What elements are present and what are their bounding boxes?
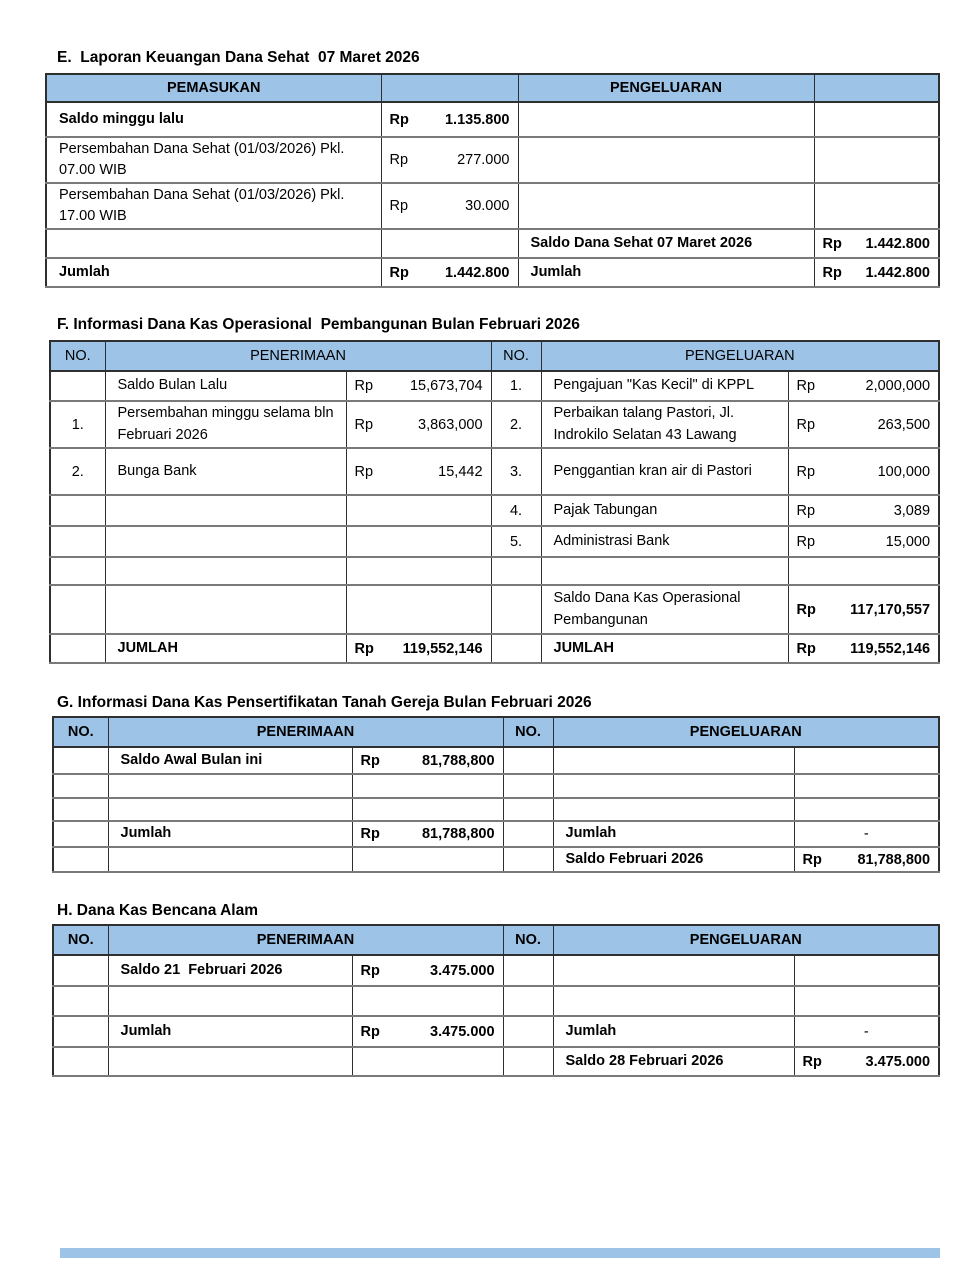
table-row [53,774,939,798]
cell-empty [491,557,541,585]
cell-amount [814,229,939,258]
cell-description: Saldo Bulan Lalu [105,371,346,401]
column-header: PENGELUARAN [518,74,814,102]
cell-empty [352,774,503,798]
cell-empty [50,557,105,585]
table-row [53,798,939,821]
currency-label: Rp [354,640,374,657]
currency-label: Rp [796,640,816,657]
cell-empty [108,774,352,798]
cell-empty [794,986,939,1016]
cell-empty [105,495,346,526]
cell-empty [105,526,346,557]
cell-empty [108,847,352,872]
amount-value: 3.475.000 [430,962,495,979]
cell-empty [50,526,105,557]
cell-empty [53,986,108,1016]
cell-description: Jumlah [553,1016,794,1047]
cell-empty [105,585,346,634]
cell-empty [352,986,503,1016]
amount-value: 3.475.000 [430,1023,495,1040]
currency-label: Rp [354,378,374,394]
currency-label: Rp [389,264,409,281]
section-e-title: E. Laporan Keuangan Dana Sehat 07 Maret 2026 [57,49,420,66]
cell-empty [352,1047,503,1076]
table-row [50,401,939,448]
cell-amount [352,1016,503,1047]
cell-empty [503,821,553,847]
amount-value: 30.000 [465,198,510,215]
cell-empty [50,495,105,526]
table-row [53,1047,939,1076]
cell-empty [541,557,788,585]
amount-value: 81,788,800 [421,826,495,842]
table-row [50,526,939,557]
cell-empty [518,183,814,229]
column-header: PENGELUARAN [553,717,939,747]
cell-empty [814,137,939,183]
cell-amount [381,258,518,287]
section-f-title: F. Informasi Dana Kas Operasional Pembangunan Bulan Februari 2026 [57,316,580,333]
cell-empty [794,774,939,798]
cell-description: Saldo Dana Kas Operasional Pembangunan [541,585,788,634]
table-row [46,229,939,258]
cell-description: JUMLAH [105,634,346,663]
table-kas-operasional-pembangunan [49,340,940,664]
table-row [50,634,939,663]
cell-empty [553,798,794,821]
currency-label: Rp [822,235,842,252]
cell-empty [491,585,541,634]
cell-empty [503,747,553,774]
cell-amount [381,102,518,137]
amount-value: 15,673,704 [409,378,483,394]
cell-empty [503,847,553,872]
cell-amount [788,371,939,401]
amount-value: 15,000 [885,533,931,550]
cell-empty [53,747,108,774]
cell-number: 5. [491,526,541,557]
cell-empty [381,229,518,258]
cell-description: Penggantian kran air di Pastori [541,448,788,495]
cell-empty [346,557,491,585]
cell-empty [553,774,794,798]
cell-amount [788,526,939,557]
cell-empty [50,585,105,634]
cell-description: Jumlah [46,258,381,287]
cell-number: 2. [50,448,105,495]
cell-amount [346,401,491,448]
cell-empty [794,747,939,774]
table-row [53,986,939,1016]
cell-empty [794,798,939,821]
cell-empty [553,955,794,986]
cell-empty [53,1047,108,1076]
cell-empty [503,986,553,1016]
column-header: PENERIMAAN [105,341,491,371]
currency-label: Rp [360,1023,380,1040]
column-header [814,74,939,102]
currency-label: Rp [822,264,842,281]
cell-amount [346,448,491,495]
cell-description: Saldo 28 Februari 2026 [553,1047,794,1076]
currency-label: Rp [802,1053,822,1070]
cell-amount [788,448,939,495]
cell-empty [53,798,108,821]
cell-amount [794,1016,939,1047]
cell-empty [108,986,352,1016]
amount-value: 119,552,146 [850,640,931,657]
cell-amount [788,401,939,448]
amount-value: 1.135.800 [444,111,510,128]
cell-amount [814,258,939,287]
next-page-table-header-sliver [60,1248,940,1258]
cell-empty [352,798,503,821]
cell-description: Saldo Februari 2026 [553,847,794,872]
cell-description: Saldo Awal Bulan ini [108,747,352,774]
cell-amount [352,747,503,774]
cell-description: Jumlah [108,1016,352,1047]
cell-number: 4. [491,495,541,526]
cell-description: Jumlah [518,258,814,287]
amount-value: - [863,1023,869,1040]
table-dana-sehat [45,73,940,288]
cell-empty [553,747,794,774]
table-row [53,955,939,986]
cell-amount [352,955,503,986]
column-header: PENGELUARAN [553,925,939,955]
amount-value: 117,170,557 [850,601,931,618]
table-row [50,371,939,401]
cell-description: Persembahan minggu selama bln Februari 2026 [105,401,346,448]
cell-empty [50,371,105,401]
cell-amount [346,634,491,663]
table-row [46,258,939,287]
amount-value: 277.000 [457,152,510,169]
amount-value: 81,788,800 [421,752,495,769]
column-header: NO. [53,717,108,747]
currency-label: Rp [354,416,374,433]
cell-description: Perbaikan talang Pastori, Jl. Indrokilo Selatan 43 Lawang [541,401,788,448]
cell-amount [381,137,518,183]
currency-label: Rp [796,416,816,433]
column-header: NO. [503,925,553,955]
currency-label: Rp [354,463,374,480]
cell-description: Persembahan Dana Sehat (01/03/2026) Pkl. 17.00 WIB [46,183,381,229]
currency-label: Rp [796,502,816,519]
column-header: PENGELUARAN [541,341,939,371]
cell-amount [794,821,939,847]
cell-empty [352,847,503,872]
cell-empty [105,557,346,585]
currency-label: Rp [802,851,822,868]
cell-description: JUMLAH [541,634,788,663]
column-header: PENERIMAAN [108,717,503,747]
cell-empty [518,137,814,183]
cell-empty [108,798,352,821]
cell-empty [788,557,939,585]
currency-label: Rp [796,378,816,394]
table-bencana-alam [52,924,940,1077]
amount-value: 1.442.800 [865,264,930,281]
cell-number: 3. [491,448,541,495]
cell-description: Jumlah [553,821,794,847]
cell-amount [794,1047,939,1076]
section-g-title: G. Informasi Dana Kas Pensertifikatan Tanah Gereja Bulan Februari 2026 [57,694,592,711]
cell-number: 1. [491,371,541,401]
cell-empty [553,986,794,1016]
cell-empty [503,955,553,986]
column-header: NO. [53,925,108,955]
cell-empty [503,774,553,798]
cell-empty [50,634,105,663]
cell-number: 1. [50,401,105,448]
amount-value: 3,863,000 [418,416,483,433]
currency-label: Rp [796,463,816,480]
cell-amount [346,371,491,401]
cell-empty [53,955,108,986]
cell-description: Pajak Tabungan [541,495,788,526]
table-row [50,448,939,495]
table-row [53,1016,939,1047]
cell-empty [814,183,939,229]
cell-empty [503,1047,553,1076]
cell-empty [53,847,108,872]
cell-amount [794,847,939,872]
currency-label: Rp [360,752,380,769]
currency-label: Rp [389,152,409,169]
currency-label: Rp [796,533,816,550]
cell-empty [53,774,108,798]
cell-amount [788,495,939,526]
cell-description: Jumlah [108,821,352,847]
column-header: NO. [491,341,541,371]
amount-value: 119,552,146 [402,640,483,657]
cell-empty [346,495,491,526]
table-row [46,137,939,183]
column-header: PEMASUKAN [46,74,381,102]
cell-description: Persembahan Dana Sehat (01/03/2026) Pkl. 07.00 WIB [46,137,381,183]
amount-value: 15,442 [438,463,483,480]
cell-amount [352,821,503,847]
table-row [50,557,939,585]
cell-empty [503,1016,553,1047]
cell-empty [491,634,541,663]
cell-empty [108,1047,352,1076]
currency-label: Rp [360,962,380,979]
cell-empty [518,102,814,137]
amount-value: 263,500 [877,416,931,433]
section-h-title: H. Dana Kas Bencana Alam [57,902,259,919]
cell-empty [346,585,491,634]
amount-value: 3.475.000 [865,1053,931,1070]
cell-description: Pengajuan "Kas Kecil" di KPPL [541,371,788,401]
cell-empty [346,526,491,557]
cell-description: Saldo 21 Februari 2026 [108,955,352,986]
amount-value: 1.442.800 [865,235,930,252]
table-row [53,747,939,774]
cell-amount [381,183,518,229]
cell-description: Saldo minggu lalu [46,102,381,137]
table-pensertifikatan-tanah [52,716,940,873]
cell-description: Administrasi Bank [541,526,788,557]
cell-amount [788,634,939,663]
amount-value: 1.442.800 [444,264,510,281]
amount-value: - [863,826,869,842]
table-row [50,495,939,526]
cell-number: 2. [491,401,541,448]
currency-label: Rp [389,111,409,128]
cell-description: Saldo Dana Sehat 07 Maret 2026 [518,229,814,258]
cell-empty [503,798,553,821]
table-row [46,102,939,137]
currency-label: Rp [796,601,816,618]
table-row [53,847,939,872]
cell-empty [814,102,939,137]
cell-empty [53,1016,108,1047]
cell-amount [788,585,939,634]
column-header: NO. [503,717,553,747]
column-header [381,74,518,102]
cell-empty [53,821,108,847]
cell-empty [46,229,381,258]
table-row [50,585,939,634]
column-header: NO. [50,341,105,371]
amount-value: 3,089 [893,502,931,519]
amount-value: 100,000 [877,463,931,480]
currency-label: Rp [389,198,409,215]
amount-value: 81,788,800 [857,851,931,868]
currency-label: Rp [360,826,380,842]
amount-value: 2,000,000 [865,378,931,394]
column-header: PENERIMAAN [108,925,503,955]
table-row [53,821,939,847]
table-row [46,183,939,229]
cell-empty [794,955,939,986]
cell-description: Bunga Bank [105,448,346,495]
